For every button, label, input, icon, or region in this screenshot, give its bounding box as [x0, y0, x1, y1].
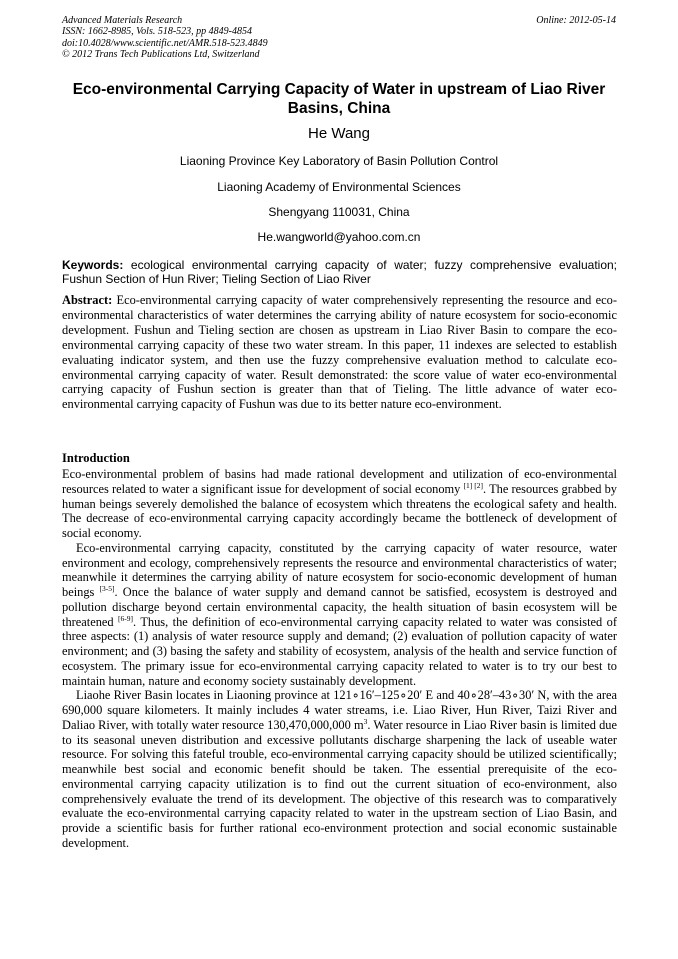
issn-line: ISSN: 1662-8985, Vols. 518-523, pp 4849-4854 [62, 26, 252, 38]
intro-p2-text-end: . Thus, the definition of eco-environmental carrying capacity related to water was consisted of three aspects: (1) analysis of water resource supply and demand; (2) evaluation of pollution capacity of water environment; and (3) basing the safety and stability of ecosystem, analysis of the health and service function of ecosystem. The primary issue for eco-environmental carrying capacity related to water is to try our best to maintain human, nature and economy society sustainably development. [62, 614, 617, 688]
online-date: Online: 2012-05-14 [536, 15, 616, 26]
intro-p2-text-cont: . Once the balance of water supply and demand cannot be satisfied, ecosystem is destroyed and pollution discharge beyond certain environmental capacity, the health situation of basin ecosystem will be threatened [62, 585, 617, 629]
intro-paragraph-3 [62, 688, 617, 850]
keywords-block [62, 258, 617, 286]
journal-name: Advanced Materials Research [62, 15, 183, 26]
keywords-text: ecological environmental carrying capacity of water; fuzzy comprehensive evaluation; Fushun Section of Hun River; Tieling Section of Liao River [62, 258, 617, 286]
introduction-body [62, 467, 617, 851]
intro-p3-text-cont: . Water resource in Liao River basin is limited due to its seasonal uneven distribution and excessive pollutants discharge sharpening the lack of useable water resource. For solving this fateful trouble, eco-environmental carrying capacity should be utilized scientifically; meanwhile best social and economic benefit should be taken. The essential prerequisite of the eco-environmental carrying capacity utilization is to find out the current situation of eco-environment, also comprehensively evaluate the trend of its development. The objective of this research was to comparatively evaluate the eco-environmental carrying capacity related to water in the upstream section of Liao Basin, and provide a scientific basis for further rational eco-environment protection and social economic sustainable development. [62, 717, 617, 850]
abstract-label: Abstract: [62, 293, 113, 307]
abstract-text: Eco-environmental carrying capacity of water comprehensively representing the resource and eco-environmental characteristics of water determines the carrying ability of nature ecosystem for socio-economic development. Fushun and Tieling section are chosen as upstream in Liao River Basin to compare the eco-environmental carrying capacity of these two water stream. In this paper, 11 indexes are selected to establish evaluating indicator system, and then use the fuzzy comprehensive evaluation method to calculate eco-environmental carrying capacity of water. Result demonstrated: the score value of water eco-environmental carrying capacity of Fushun section is greater than that of Tieling. The little advance of water eco-environmental carrying capacity of Fushun was due to its better nature eco-environment. [62, 293, 617, 412]
author-email: He.wangworld@yahoo.com.cn [257, 230, 421, 244]
paper-title: Eco-environmental Carrying Capacity of Water in upstream of Liao River Basins, China [72, 81, 606, 117]
citation-1-2: [1] [2] [463, 480, 484, 490]
author-name: He Wang [308, 125, 370, 142]
affiliation-address: Shengyang 110031, China [268, 205, 410, 219]
affiliation-lab: Liaoning Province Key Laboratory of Basin Pollution Control [179, 154, 499, 168]
intro-paragraph-2 [62, 541, 617, 689]
journal-header [62, 15, 618, 60]
intro-p1-text: Eco-environmental problem of basins had made rational development and utilization of eco-environmental resources related to water a significant issue for development of social economy [62, 467, 617, 496]
intro-p2-text: Eco-environmental carrying capacity, constituted by the carrying capacity of water resource, water environment and ecology, comprehensively represents the resource and environmental characteristics of water; meanwhile it determines the carrying ability of nature ecosystem for socio-economic development of human beings [62, 540, 617, 599]
copyright-line: © 2012 Trans Tech Publications Ltd, Switzerland [62, 48, 260, 60]
citation-6-9: [6-9] [118, 613, 134, 623]
cubic-exponent: 3 [363, 716, 368, 726]
intro-p3-text: Liaohe River Basin locates in Liaoning province at 121∘16′–125∘20′ E and 40∘28′–43∘30′ N, with the area 690,000 square kilometers. It mainly includes 4 water streams, i.e. Liao River, Hun River, Taizi River and Daliao River, with totally water resource 130,470,000,000 m [62, 688, 617, 732]
intro-p1-text-cont: . The resources grabbed by human beings severely demolished the balance of ecosystem which threatens the ecological safety and health. The decrease of eco-environmental carrying capacity accordingly became the bottleneck of development of social economy. [62, 481, 617, 540]
citation-3-5: [3-5] [99, 584, 115, 593]
abstract-block [62, 293, 617, 412]
introduction-heading: Introduction [62, 451, 130, 465]
doi-line: doi:10.4028/www.scientific.net/AMR.518-523.4849 [62, 37, 268, 49]
keywords-label: Keywords: [62, 258, 124, 272]
intro-paragraph-1 [62, 467, 617, 541]
affiliation-academy: Liaoning Academy of Environmental Sciences [217, 180, 461, 194]
